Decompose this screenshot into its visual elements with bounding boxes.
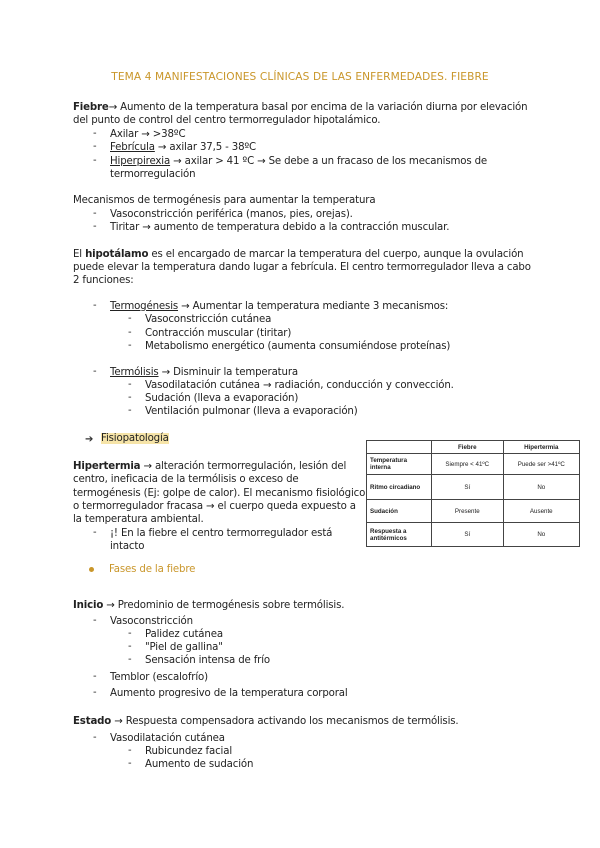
fiebre-line1-text: → Aumento de la temperatura basal por encima de la variación diurna por elevación <box>108 102 528 113</box>
dash: - <box>128 313 132 324</box>
hipertermia-note-line2: intacto <box>110 541 145 552</box>
dash: - <box>128 628 132 639</box>
hipertermia-line2: centro, ineficacia de la termólisis o exceso de <box>73 474 299 485</box>
febricula-text: → axilar 37,5 - 38ºC <box>154 142 257 153</box>
termogenesis-sub-1: Vasoconstricción cutánea <box>145 314 272 325</box>
table-header-row <box>367 441 580 454</box>
table-row <box>367 475 580 500</box>
dash: - <box>93 300 97 311</box>
inicio-item-2: Temblor (escalofrío) <box>110 672 208 683</box>
termogenesis-term: Termogénesis <box>110 301 179 312</box>
dash: - <box>128 327 132 338</box>
estado-sub-2: Aumento de sudación <box>145 759 254 770</box>
dash: - <box>128 405 132 416</box>
mecanismos-item-2: Tiritar → aumento de temperatura debido a la contracción muscular. <box>110 222 450 233</box>
dash: - <box>128 758 132 769</box>
table-cell: Presente <box>432 500 504 523</box>
inicio-item-3: Aumento progresivo de la temperatura corporal <box>110 688 348 699</box>
fases-heading: Fases de la fiebre <box>109 564 196 575</box>
table-header-cell <box>367 441 432 454</box>
dash: - <box>93 732 97 743</box>
hiperpirexia-term: Hiperpirexia <box>110 156 171 167</box>
table-cell: No <box>503 475 579 500</box>
table-header-cell: Hipertermia <box>503 441 579 454</box>
table-row <box>367 500 580 523</box>
dash: - <box>128 379 132 390</box>
inicio-sub-2: "Piel de gallina" <box>145 642 223 653</box>
dash: - <box>93 155 97 166</box>
dash: - <box>93 141 97 152</box>
inicio-line <box>73 599 344 612</box>
termolisis-text: → Disminuir la temperatura <box>158 367 298 378</box>
table-cell: Puede ser >41ºC <box>503 454 579 475</box>
dash: - <box>93 671 97 682</box>
table-row-header: Ritmo circadiano <box>367 475 432 500</box>
hipotalamo-line2: puede elevar la temperatura dando lugar a febrícula. El centro termorregulador lleva a cabo <box>73 262 531 273</box>
fisiopatologia-label: Fisiopatología <box>101 433 169 444</box>
estado-item-1: Vasodilatación cutánea <box>110 733 225 744</box>
fiebre-definition-line1 <box>73 101 527 114</box>
dash: - <box>93 128 97 139</box>
inicio-sub-1: Palidez cutánea <box>145 629 223 640</box>
hipertermia-line5: la temperatura ambiental. <box>73 514 204 525</box>
table-row-header: Respuesta a antitérmicos <box>367 523 432 547</box>
dash: - <box>93 527 97 538</box>
hipotalamo-line1-text: es el encargado de marcar la temperatura del cuerpo, aunque la ovulación <box>148 249 524 260</box>
axilar-item: Axilar → >38ºC <box>110 129 186 140</box>
hipertermia-line1-text: → alteración termorregulación, lesión del <box>140 461 347 472</box>
dash: - <box>128 654 132 665</box>
inicio-text: → Predominio de termogénesis sobre termólisis. <box>103 600 345 611</box>
termogenesis-item <box>110 300 448 313</box>
inicio-item-1: Vasoconstricción <box>110 616 193 627</box>
table-row <box>367 454 580 475</box>
estado-text: → Respuesta compensadora activando los mecanismos de termólisis. <box>111 716 459 727</box>
fiebre-definition-line2: del punto de control del centro termorregulador hipotalámico. <box>73 115 381 126</box>
table-header-cell: Fiebre <box>432 441 504 454</box>
hipotalamo-line1 <box>73 248 523 261</box>
dash: - <box>128 745 132 756</box>
fiebre-hipertermia-table <box>366 440 580 547</box>
table-cell: Sí <box>432 475 504 500</box>
hipotalamo-line3: 2 funciones: <box>73 275 134 286</box>
termogenesis-sub-2: Contracción muscular (tiritar) <box>145 328 292 339</box>
hipotalamo-term: hipotálamo <box>85 249 149 260</box>
termolisis-sub-2: Sudación (lleva a evaporación) <box>145 393 299 404</box>
fiebre-term: Fiebre <box>73 102 109 113</box>
table-cell: Ausente <box>503 500 579 523</box>
hipotalamo-pre: El <box>73 249 86 260</box>
hiperpirexia-text: → axilar > 41 ºC → Se debe a un fracaso de los mecanismos de <box>170 156 488 167</box>
table-cell: No <box>503 523 579 547</box>
dash: - <box>93 687 97 698</box>
bullet-icon <box>89 567 94 572</box>
hiperpirexia-item <box>110 155 487 168</box>
fisiopatologia-heading <box>101 432 169 445</box>
termolisis-item <box>110 366 298 379</box>
febricula-term: Febrícula <box>110 142 155 153</box>
table-cell: Siempre < 41ºC <box>432 454 504 475</box>
hiperpirexia-text-cont: termorregulación <box>110 169 196 180</box>
inicio-sub-3: Sensación intensa de frío <box>145 655 270 666</box>
hipertermia-note-line1: ¡! En la fiebre el centro termorregulador está <box>110 528 333 539</box>
inicio-term: Inicio <box>73 600 104 611</box>
table-cell: Sí <box>432 523 504 547</box>
dash: - <box>93 366 97 377</box>
table-row-header: Sudación <box>367 500 432 523</box>
termolisis-sub-1: Vasodilatación cutánea → radiación, conducción y convección. <box>145 380 454 391</box>
page-title: TEMA 4 MANIFESTACIONES CLÍNICAS DE LAS ENFERMEDADES. FIEBRE <box>111 71 489 83</box>
estado-term: Estado <box>73 716 112 727</box>
mecanismos-item-1: Vasoconstricción periférica (manos, pies, orejas). <box>110 209 353 220</box>
estado-line <box>73 715 459 728</box>
dash: - <box>93 221 97 232</box>
estado-sub-1: Rubicundez facial <box>145 746 232 757</box>
dash: - <box>128 340 132 351</box>
dash: - <box>93 208 97 219</box>
hipertermia-line1 <box>73 460 346 473</box>
hipertermia-line3: termogénesis (Ej: golpe de calor). El mecanismo fisiológico <box>73 488 366 499</box>
termogenesis-sub-3: Metabolismo energético (aumenta consumiéndose proteínas) <box>145 341 451 352</box>
dash: - <box>128 392 132 403</box>
dash: - <box>93 615 97 626</box>
hipertermia-term: Hipertermia <box>73 461 141 472</box>
table-row-header: Temperatura interna <box>367 454 432 475</box>
dash: - <box>128 641 132 652</box>
termolisis-sub-3: Ventilación pulmonar (lleva a evaporación) <box>145 406 358 417</box>
termogenesis-text: → Aumentar la temperatura mediante 3 mecanismos: <box>178 301 449 312</box>
mecanismos-heading: Mecanismos de termogénesis para aumentar la temperatura <box>73 195 376 206</box>
termolisis-term: Termólisis <box>110 367 159 378</box>
table-row <box>367 523 580 547</box>
arrow-right-icon: ➔ <box>85 434 94 445</box>
hipertermia-line4: o termorregulador fracasa → el cuerpo queda expuesto a <box>73 501 356 512</box>
febricula-item <box>110 141 256 154</box>
